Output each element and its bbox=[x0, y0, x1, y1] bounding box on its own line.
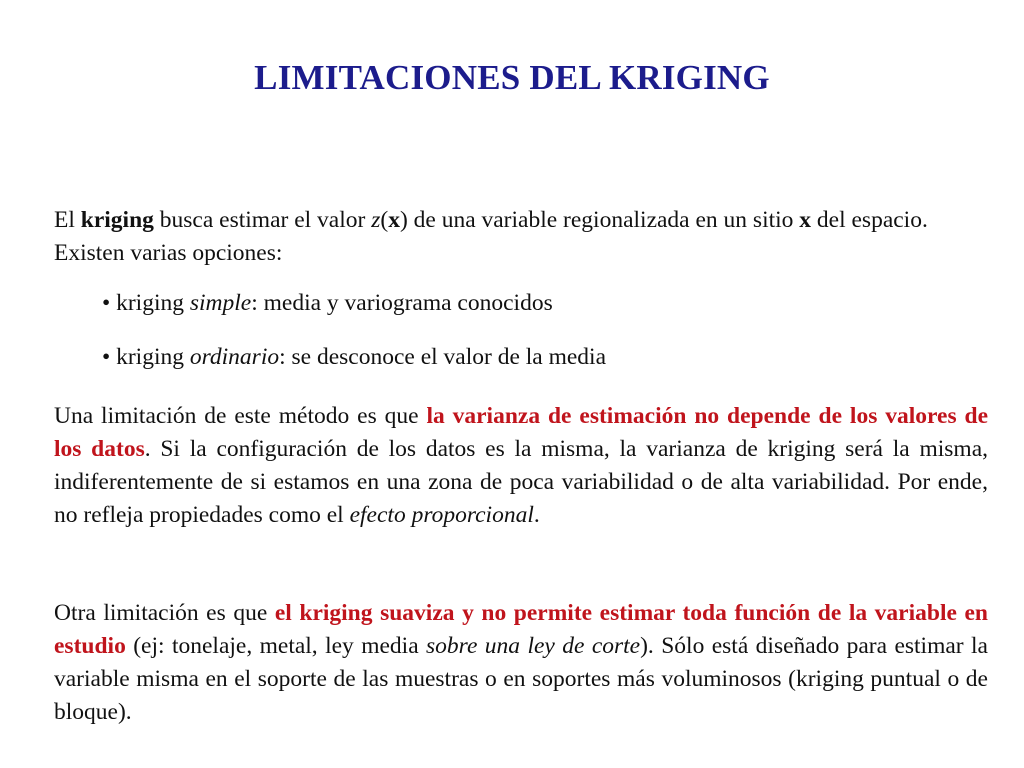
bullet-item-ordinario bbox=[102, 341, 606, 374]
intro-paragraph bbox=[54, 204, 988, 270]
intro-x-bold-1: x bbox=[388, 207, 400, 233]
p2-highlight: la varianza de estimación no depende de los valores de los datos bbox=[54, 403, 988, 462]
p3-text-1: Otra limitación es que bbox=[54, 600, 275, 626]
p3-highlight: el kriging suaviza y no permite estimar toda función de la variable en estudio bbox=[54, 600, 988, 659]
bullet-rest: : media y variograma conocidos bbox=[251, 290, 553, 316]
p3-text-2: (ej: tonelaje, metal, ley media bbox=[125, 633, 427, 659]
p3-text-3: ). Sólo está diseñado para estimar la variable misma en el soporte de las muestras o en soportes más voluminosos (kriging puntual o de bloque). bbox=[54, 633, 988, 725]
intro-text-3: ( bbox=[380, 207, 389, 233]
p2-text-2: . Si la configuración de los datos es la misma, la varianza de kriging será la misma, indiferentemente de si estamos en una zona de poca variabilidad o de alta variabilidad. Por ende, no refleja propiedades como el bbox=[54, 436, 988, 528]
intro-text-4: ) de una variable regionalizada en un sitio bbox=[399, 207, 800, 233]
p3-emphasis: sobre una ley de corte bbox=[426, 633, 641, 659]
bullet-emphasis: simple bbox=[189, 290, 252, 316]
intro-z-italic: z bbox=[371, 207, 381, 233]
bullet-item-simple bbox=[102, 287, 553, 320]
bullet-rest: : se desconoce el valor de la media bbox=[279, 344, 607, 370]
intro-text-5: del espacio. Existen varias opciones: bbox=[54, 207, 928, 266]
intro-kriging-bold: kriging bbox=[80, 207, 154, 233]
bullet-prefix: • kriging bbox=[102, 344, 190, 370]
intro-text-2: busca estimar el valor bbox=[153, 207, 372, 233]
p2-text-3: . bbox=[533, 502, 540, 528]
bullet-prefix: • kriging bbox=[102, 290, 190, 316]
p2-emphasis: efecto proporcional bbox=[349, 502, 534, 528]
slide-title: LIMITACIONES DEL KRIGING bbox=[254, 58, 770, 97]
intro-text-1: El bbox=[54, 207, 81, 233]
intro-x-bold-2: x bbox=[799, 207, 812, 233]
p2-text-1: Una limitación de este método es que bbox=[54, 403, 427, 429]
paragraph-limitation-variance bbox=[54, 400, 988, 532]
bullet-emphasis: ordinario bbox=[189, 344, 280, 370]
paragraph-limitation-smoothing bbox=[54, 597, 988, 729]
